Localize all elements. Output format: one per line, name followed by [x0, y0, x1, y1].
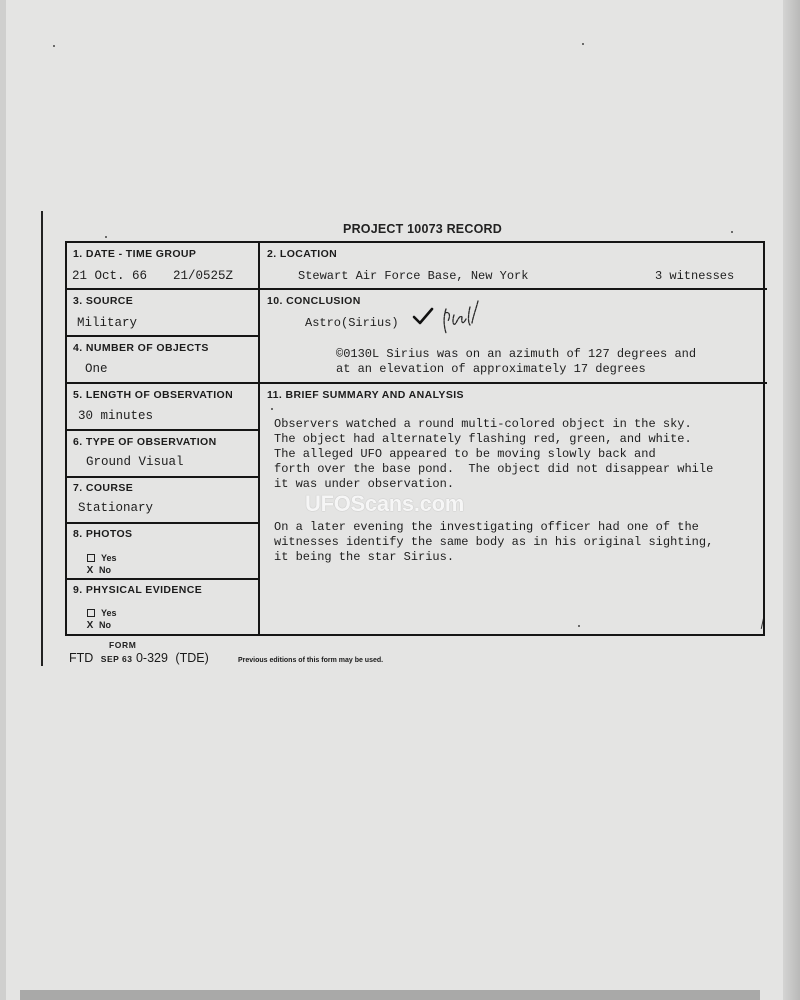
footer-form-id [69, 651, 209, 667]
footer-form-date: SEP 63 [100, 654, 133, 664]
summary-line: The alleged UFO appeared to be moving slowly back and [274, 447, 656, 461]
scan-edge-bottom [20, 990, 760, 1000]
summary-line: forth over the base pond. The object did not disappear while [274, 462, 714, 476]
field-label: 11. BRIEF SUMMARY AND ANALYSIS [267, 389, 464, 401]
row-divider [67, 288, 767, 290]
field-label: 9. PHYSICAL EVIDENCE [73, 584, 203, 596]
margin-rule [41, 211, 43, 666]
option-label: No [99, 620, 111, 630]
scan-edge-right [783, 0, 800, 1000]
footer-note: Previous editions of this form may be used. [238, 657, 384, 664]
field-label: 1. DATE - TIME GROUP [73, 248, 197, 260]
row-divider [67, 578, 259, 580]
document-title: PROJECT 10073 RECORD [343, 222, 502, 236]
summary-line: it was under observation. [274, 477, 455, 491]
witnesses-value: 3 witnesses [655, 269, 735, 283]
number-of-objects-value: One [85, 362, 108, 376]
length-value: 30 minutes [78, 409, 154, 423]
row-divider [67, 476, 259, 478]
time-value: 21/0525Z [173, 269, 234, 283]
field-label: 10. CONCLUSION [267, 295, 361, 307]
summary-line: witnesses identify the same body as in his original sighting, [274, 535, 714, 549]
row-divider [67, 335, 259, 337]
conclusion-value: Astro(Sirius) [305, 316, 399, 330]
scan-speck [582, 43, 584, 45]
source-value: Military [77, 316, 138, 330]
type-value: Ground Visual [86, 455, 184, 469]
photos-option-yes[interactable] [87, 553, 117, 563]
option-label: Yes [101, 553, 117, 563]
field-label: 7. COURSE [73, 482, 134, 494]
footer-org: FTD [69, 651, 94, 665]
option-label: Yes [101, 608, 117, 618]
handwritten-initials-signature [440, 299, 490, 335]
checkmark-icon [412, 306, 434, 326]
field-label: 6. TYPE OF OBSERVATION [73, 436, 217, 448]
option-label: No [99, 565, 111, 575]
column-divider [258, 243, 260, 634]
checkbox-unchecked-icon [87, 609, 95, 617]
field-label: 5. LENGTH OF OBSERVATION [73, 389, 234, 401]
watermark: UFOScans.com [305, 491, 465, 516]
scan-speck [53, 45, 55, 47]
summary-line: The object had alternately flashing red, green, and white. [274, 432, 692, 446]
date-value: 21 Oct. 66 [72, 269, 148, 283]
checkbox-unchecked-icon [87, 554, 95, 562]
summary-line: On a later evening the investigating officer had one of the [274, 520, 699, 534]
conclusion-note-line: at an elevation of approximately 17 degrees [336, 362, 646, 376]
field-label: 8. PHOTOS [73, 528, 133, 540]
field-label: 2. LOCATION [267, 248, 338, 260]
checkbox-checked-icon: X [86, 565, 94, 576]
scan-edge-left [0, 0, 6, 1000]
row-divider [67, 522, 259, 524]
checkbox-checked-icon: X [86, 620, 94, 631]
scan-speck [105, 236, 107, 238]
physical-evidence-option-no[interactable] [86, 620, 111, 631]
row-divider [67, 429, 259, 431]
conclusion-note-line: ©0130L Sirius was on an azimuth of 127 degrees and [336, 347, 697, 361]
row-divider [67, 382, 767, 384]
footer-form-word: FORM [109, 640, 137, 650]
scan-speck [731, 231, 733, 233]
summary-line: Observers watched a round multi-colored object in the sky. [274, 417, 692, 431]
field-label: 3. SOURCE [73, 295, 134, 307]
summary-line: it being the star Sirius. [274, 550, 455, 564]
photos-option-no[interactable] [86, 565, 111, 576]
record-form [65, 241, 765, 636]
field-label: 4. NUMBER OF OBJECTS [73, 342, 209, 354]
location-value: Stewart Air Force Base, New York [298, 269, 529, 283]
footer-form-number: 0-329 [135, 651, 168, 665]
physical-evidence-option-yes[interactable] [87, 608, 117, 618]
footer-office: (TDE) [175, 651, 209, 665]
course-value: Stationary [78, 501, 154, 515]
